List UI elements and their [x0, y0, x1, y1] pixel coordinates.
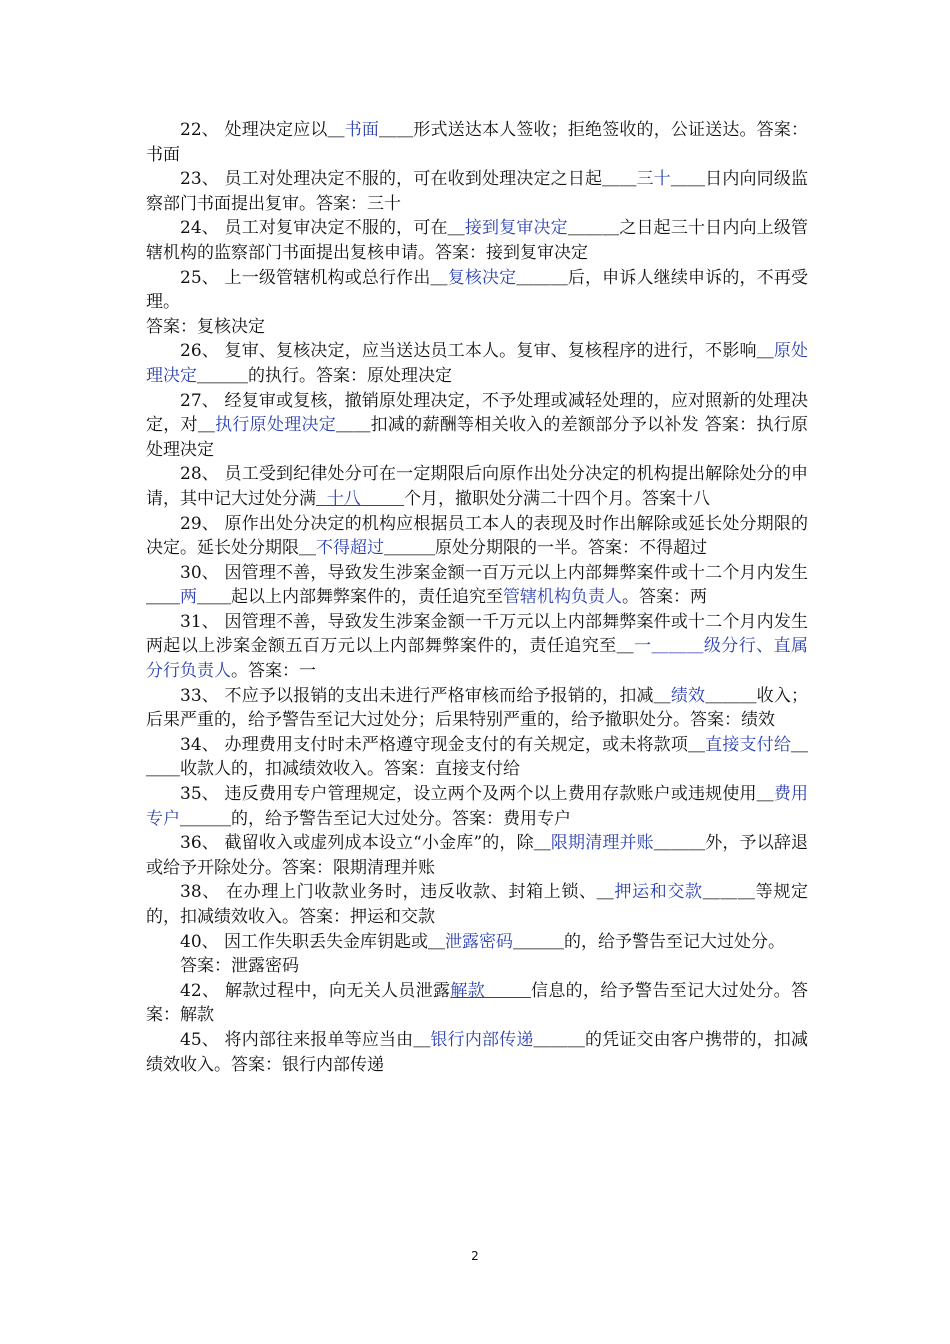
answer-fill: 原处理决定	[146, 341, 808, 386]
answer-fill: 一＿＿＿级分行、直属分行负责人	[146, 636, 809, 682]
answer-fill: 解款	[450, 980, 486, 1001]
question-34: 34、 办理费用支付时未严格遵守现金支付的有关规定，或未将款项＿直接支付给＿＿＿收款人的，扣减绩效收入。答案：直接支付给	[146, 734, 808, 780]
question-40: 40、 因工作失职丢失金库钥匙或＿泄露密码＿＿＿的，给予警告至记大过处分。	[180, 931, 786, 952]
answer-fill: 两	[180, 587, 197, 608]
question-30: 30、 因管理不善，导致发生涉案金额一百万元以上内部舞弊案件或十二个月内发生＿＿两＿＿起以上内部舞弊案件的，责任追究至管辖机构负责人。答案：两	[146, 562, 808, 608]
answer-line-25: 答案：复核决定	[146, 316, 265, 337]
question-27: 27、 经复审或复核，撤销原处理决定，不予处理或减轻处理的，应对照新的处理决定，对＿执行原处理决定＿＿扣减的薪酬等相关收入的差额部分予以补发 答案：执行原处理决定	[146, 390, 809, 460]
question-33: 33、 不应予以报销的支出未进行严格审核而给予报销的，扣减＿绩效＿＿＿收入；后果严重的，给予警告至记大过处分；后果特别严重的，给予撤职处分。答案：绩效	[146, 685, 809, 731]
page-number: 2	[471, 1249, 479, 1263]
answer-line-40: 答案：泄露密码	[180, 956, 299, 977]
answer-fill: 书面	[344, 120, 380, 140]
question-42: 42、 解款过程中，向无关人员泄露解款 信息的，给予警告至记大过处分。答案：解款	[146, 980, 809, 1026]
answer-fill: 十八	[326, 488, 361, 509]
question-31: 31、 因管理不善，导致发生涉案金额一千万元以上内部舞弊案件或十二个月内发生两起以上涉案金额五百万元以上内部舞弊案件的，责任追究至＿一＿＿＿级分行、直属分行负责人。答案：一	[146, 611, 809, 682]
answer-fill: 限期清理并账	[550, 833, 654, 854]
answer-fill-secondary: 管辖机构负责人	[503, 587, 622, 608]
question-28: 28、 员工受到纪律处分可在一定期限后向原作出处分决定的机构提出解除处分的申请，其中记大过处分满 十八 个月，撤职处分满二十四个月。答案十八	[146, 464, 808, 509]
question-24: 24、 员工对复审决定不服的，可在＿接到复审决定＿＿＿之日起三十日内向上级管辖机构的监察部门书面提出复核申请。答案：接到复审决定	[146, 218, 809, 263]
question-45: 45、 将内部往来报单等应当由＿银行内部传递＿＿＿的凭证交由客户携带的，扣减绩效收入。答案：银行内部传递	[146, 1029, 808, 1075]
question-23: 23、 员工对处理决定不服的，可在收到处理决定之日起＿＿三十＿＿日内向同级监察部门书面提出复审。答案：三十	[146, 169, 809, 214]
answer-fill: 泄露密码	[445, 931, 514, 952]
question-35: 35、 违反费用专户管理规定，设立两个及两个以上费用存款账户或违规使用＿费用专户＿＿＿的，给予警告至记大过处分。答案：费用专户	[146, 784, 808, 829]
question-29: 29、 原作出处分决定的机构应根据员工本人的表现及时作出解除或延长处分期限的决定。延长处分期限＿不得超过＿＿＿原处分期限的一半。答案：不得超过	[146, 513, 808, 559]
question-list	[146, 118, 808, 1077]
question-25: 25、 上一级管辖机构或总行作出＿复核决定＿＿＿后，申诉人继续申诉的，不再受理。	[146, 267, 809, 313]
answer-fill: 银行内部传递	[430, 1029, 534, 1050]
answer-fill: 接到复审决定	[464, 218, 568, 239]
answer-fill: 费用专户	[146, 784, 808, 829]
answer-fill: 押运和交款	[614, 882, 703, 903]
question-26: 26、 复审、复核决定，应当送达员工本人。复审、复核程序的进行，不影响＿原处理决定＿＿＿的执行。答案：原处理决定	[146, 341, 808, 386]
question-36: 36、 截留收入或虚列成本设立“小金库”的，除＿限期清理并账＿＿＿外，予以辞退或给予开除处分。答案：限期清理并账	[146, 833, 809, 878]
answer-fill: 执行原处理决定	[215, 415, 337, 436]
answer-fill: 三十	[636, 169, 671, 190]
answer-fill: 直接支付给	[705, 734, 791, 755]
answer-fill: 绩效	[670, 685, 706, 706]
question-22: 22、 处理决定应以＿书面＿＿形式送达本人签收；拒绝签收的，公证送达。答案：书面	[146, 120, 809, 165]
question-38: 38、 在办理上门收款业务时，违反收款、封箱上锁、＿押运和交款＿＿＿等规定的，扣减绩效收入。答案：押运和交款	[146, 882, 808, 927]
answer-fill: 复核决定	[447, 267, 517, 288]
answer-fill: 不得超过	[316, 538, 384, 559]
